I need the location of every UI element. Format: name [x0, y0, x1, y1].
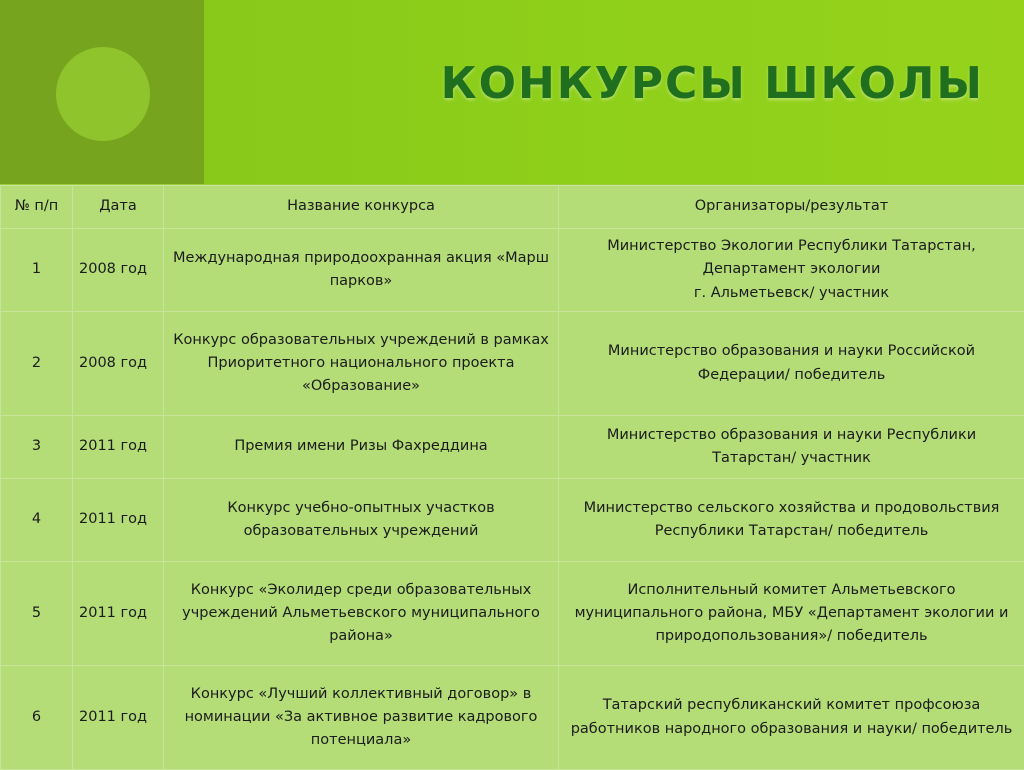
row-number: 5 [1, 562, 73, 666]
row-organizers-result: Министерство Экологии Республики Татарстан, Департамент экологии г. Альметьевск/ участник [559, 229, 1024, 312]
row-contest-name: Конкурс «Лучший коллективный договор» в номинации «За активное развитие кадрового потенциала» [164, 666, 559, 770]
row-number: 3 [1, 416, 73, 479]
slide-title: КОНКУРСЫ ШКОЛЫ [441, 58, 984, 109]
table-header-row [1, 186, 1024, 229]
contests-table [0, 185, 1024, 770]
table-row [1, 562, 1024, 666]
table-row [1, 479, 1024, 562]
table-row [1, 416, 1024, 479]
row-date: 2011 год [73, 666, 164, 770]
header-date: Дата [73, 186, 164, 229]
row-date: 2008 год [73, 312, 164, 416]
row-date: 2011 год [73, 416, 164, 479]
row-number: 1 [1, 229, 73, 312]
decorative-corner-box [0, 0, 204, 184]
row-contest-name: Конкурс образовательных учреждений в рамках Приоритетного национального проекта «Образование» [164, 312, 559, 416]
row-contest-name: Премия имени Ризы Фахреддина [164, 416, 559, 479]
row-contest-name: Конкурс учебно-опытных участков образовательных учреждений [164, 479, 559, 562]
table-row [1, 666, 1024, 770]
row-number: 2 [1, 312, 73, 416]
header-contest-name: Название конкурса [164, 186, 559, 229]
row-date: 2011 год [73, 562, 164, 666]
row-number: 4 [1, 479, 73, 562]
row-date: 2011 год [73, 479, 164, 562]
row-contest-name: Конкурс «Эколидер среди образовательных учреждений Альметьевского муниципального района» [164, 562, 559, 666]
row-organizers-result: Министерство сельского хозяйства и продовольствия Республики Татарстан/ победитель [559, 479, 1024, 562]
row-organizers-result: Министерство образования и науки Российской Федерации/ победитель [559, 312, 1024, 416]
circle-icon [56, 47, 150, 141]
slide-header [0, 0, 1024, 184]
table-row [1, 312, 1024, 416]
table-row [1, 229, 1024, 312]
row-organizers-result: Татарский республиканский комитет профсоюза работников народного образования и науки/ победитель [559, 666, 1024, 770]
row-date: 2008 год [73, 229, 164, 312]
row-number: 6 [1, 666, 73, 770]
header-number: № п/п [1, 186, 73, 229]
row-organizers-result: Исполнительный комитет Альметьевского муниципального района, МБУ «Департамент экологии и природопользования»/ победитель [559, 562, 1024, 666]
row-organizers-result: Министерство образования и науки Республики Татарстан/ участник [559, 416, 1024, 479]
header-organizers-result: Организаторы/результат [559, 186, 1024, 229]
row-contest-name: Международная природоохранная акция «Марш парков» [164, 229, 559, 312]
